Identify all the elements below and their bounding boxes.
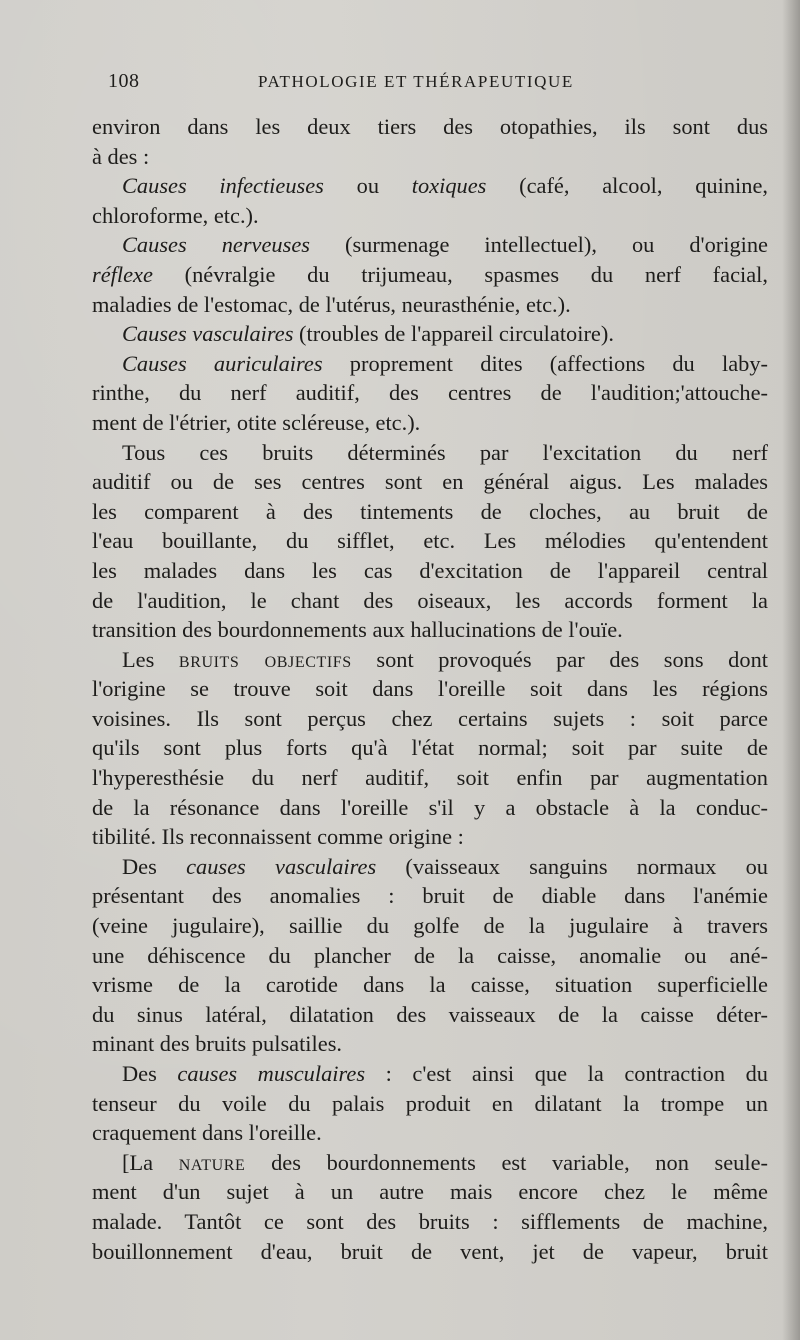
text-line: du sinus latéral, dilatation des vaisseaux de la caisse déter- — [92, 1001, 768, 1027]
text-line: auditif ou de ses centres sont en général aigus. Les malades — [92, 469, 768, 495]
text-line: à des : — [92, 143, 150, 169]
italic-phrase: Causes auriculaires — [122, 350, 323, 376]
text-line: ment d'un sujet à un autre mais encore chez le même — [92, 1179, 768, 1205]
text-line: une déhiscence du plancher de la caisse, anomalie ou ané- — [92, 942, 768, 968]
italic-phrase: causes vasculaires — [186, 853, 377, 879]
text-line: rinthe, du nerf auditif, des centres de l'audition;'attouche- — [92, 380, 768, 406]
text-line: (veine jugulaire), saillie du golfe de la jugulaire à travers — [92, 913, 768, 939]
text-line: l'hyperesthésie du nerf auditif, soit enfin par augmentation — [92, 765, 768, 791]
small-caps-phrase: nature — [178, 1149, 246, 1175]
text-line: Tous ces bruits déterminés par l'excitation du nerf — [122, 439, 768, 465]
text-line: vrisme de la carotide dans la caisse, situation superficielle — [92, 972, 768, 998]
text-line: Causes vasculaires (troubles de l'appareil circulatoire). — [122, 321, 614, 347]
text-line: réflexe (névralgie du trijumeau, spasmes du nerf facial, — [92, 261, 768, 287]
text-line: maladies de l'estomac, de l'utérus, neurasthénie, etc.). — [92, 291, 571, 317]
page-edge-shadow — [782, 0, 800, 1340]
small-caps-phrase: bruits objectifs — [178, 646, 352, 672]
text-line: malade. Tantôt ce sont des bruits : sifflements de machine, — [92, 1208, 768, 1234]
text-line: tenseur du voile du palais produit en dilatant la trompe un — [92, 1090, 768, 1116]
text-line: minant des bruits pulsatiles. — [92, 1031, 343, 1057]
text-line: Causes infectieuses ou toxiques (café, alcool, quinine, — [122, 173, 768, 199]
text-line: craquement dans l'oreille. — [92, 1120, 322, 1146]
text-line: Causes auriculaires proprement dites (affections du laby- — [122, 350, 768, 376]
text-line: Des causes vasculaires (vaisseaux sanguins normaux ou — [122, 853, 768, 879]
text-line: l'eau bouillante, du sifflet, etc. Les mélodies qu'entendent — [92, 528, 768, 554]
italic-phrase: causes musculaires — [177, 1061, 366, 1086]
text-line: tibilité. Ils reconnaissent comme origine : — [92, 824, 464, 850]
text-line: [La nature des bourdonnements est variable, non seule- — [122, 1149, 768, 1175]
body-text — [92, 112, 768, 1266]
page-number: 108 — [108, 70, 140, 92]
text-line: bouillonnement d'eau, bruit de vent, jet de vapeur, bruit — [92, 1238, 768, 1264]
text-line: environ dans les deux tiers des otopathies, ils sont dus — [92, 114, 768, 139]
text-line: chloroforme, etc.). — [92, 202, 259, 228]
italic-phrase: Causes infectieuses — [122, 173, 324, 199]
text-line: voisines. Ils sont perçus chez certains sujets : soit parce — [92, 705, 768, 731]
text-line: présentant des anomalies : bruit de diable dans l'anémie — [92, 883, 768, 909]
italic-phrase: réflexe — [92, 261, 153, 287]
text-line: qu'ils sont plus forts qu'à l'état normal; soit par suite de — [92, 735, 768, 761]
text-line: ment de l'étrier, otite scléreuse, etc.). — [92, 409, 421, 435]
text-line: de la résonance dans l'oreille s'il y a obstacle à la conduc- — [92, 794, 768, 820]
text-line: Des causes musculaires : c'est ainsi que la contraction du — [122, 1061, 768, 1086]
text-line: les comparent à des tintements de cloches, au bruit de — [92, 498, 768, 524]
text-line: l'origine se trouve soit dans l'oreille soit dans les régions — [92, 676, 768, 702]
running-header — [108, 70, 708, 100]
text-line: les malades dans les cas d'excitation de l'appareil central — [92, 557, 768, 583]
italic-phrase: Causes vasculaires — [122, 321, 294, 347]
italic-phrase: toxiques — [411, 173, 487, 199]
italic-phrase: Causes nerveuses — [122, 232, 310, 258]
running-title: PATHOLOGIE ET THÉRAPEUTIQUE — [258, 72, 574, 91]
text-line: transition des bourdonnements aux hallucinations de l'ouïe. — [92, 617, 623, 643]
text-line: de l'audition, le chant des oiseaux, les accords forment la — [92, 587, 768, 613]
text-line: Causes nerveuses (surmenage intellectuel), ou d'origine — [122, 232, 768, 258]
text-line: Les bruits objectifs sont provoqués par des sons dont — [122, 646, 768, 672]
